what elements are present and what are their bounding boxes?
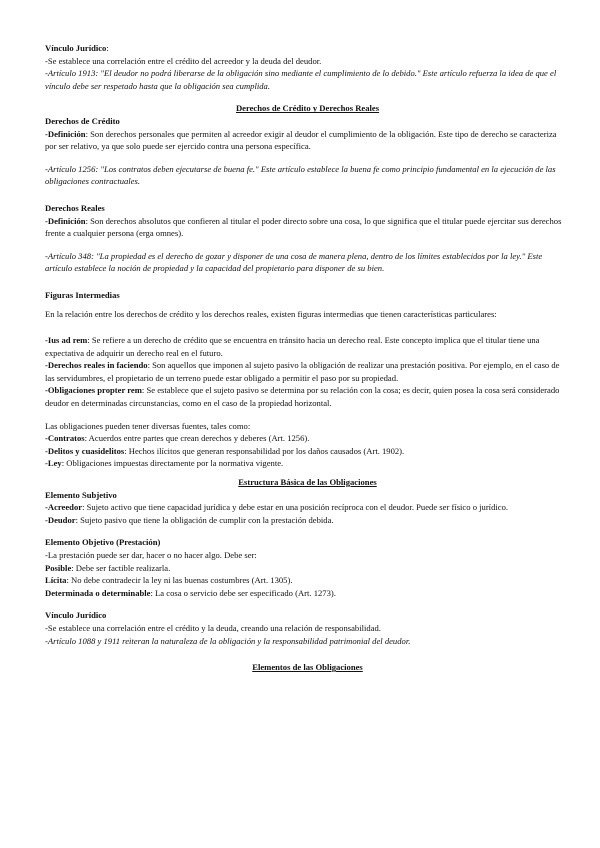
fuentes-intro: Las obligaciones pueden tener diversas fuentes, tales como: bbox=[45, 420, 251, 431]
figuras-item bbox=[45, 334, 570, 359]
objetivo-item-label: Posible bbox=[45, 562, 72, 573]
fuentes-item-label: -Ley bbox=[45, 458, 62, 469]
vinculo2-line1: -Se establece una correlación entre el crédito y la deuda, creando una relación de responsabilidad. bbox=[45, 622, 381, 633]
objetivo-item-text: : La cosa o servicio debe ser especificado (Art. 1273). bbox=[150, 587, 336, 598]
figuras-item-label: -Derechos reales in faciendo bbox=[45, 360, 148, 371]
subjetivo-item-text: : Sujeto activo que tiene capacidad jurídica y debe estar en una posición recíproca con el deudor. Puede ser físico o jurídico. bbox=[82, 502, 509, 513]
reales-title: Derechos Reales bbox=[45, 202, 105, 213]
vinculo1-line1: -Se establece una correlación entre el crédito del acreedor y la deuda del deudor. bbox=[45, 55, 322, 66]
credito-definition bbox=[45, 128, 570, 153]
fuentes-item-label: -Contratos bbox=[45, 433, 85, 444]
credito-def-label: -Definición bbox=[45, 128, 86, 139]
subjetivo-item bbox=[45, 514, 570, 527]
figuras-item-text: : Se establece que el sujeto pasivo se determina por su relación con la cosa; es decir, quien posea la cosa será considerado deudor en determinadas circunstancias, como en el caso de la propiedad horizontal. bbox=[45, 385, 560, 409]
reales-def-text: : Son derechos absolutos que confieren al titular el poder directo sobre una cosa, lo que significa que el titular puede ejercitar sus derechos frente a cualquier persona (erga omnes). bbox=[45, 215, 562, 239]
objetivo-item bbox=[45, 587, 570, 600]
figuras-item bbox=[45, 359, 570, 384]
figuras-item-text: : Son aquellos que imponen al sujeto pasivo la obligación de realizar una prestación positiva. Por ejemplo, en el caso de las servidumbres, el propietario de un terreno puede estar obligado a permitir el paso por su propiedad. bbox=[45, 360, 560, 383]
objetivo-item-text: : Debe ser factible realizarla. bbox=[71, 562, 171, 573]
objetivo-item-label: Lícita bbox=[45, 575, 67, 586]
vinculo2-title: Vínculo Jurídico bbox=[45, 610, 107, 621]
credito-article: -Artículo 1256: "Los contratos deben ejecutarse de buena fe." Este artículo establece la buena fe como principio fundamental en la ejecución de las obligaciones contractuales. bbox=[45, 163, 556, 187]
fuentes-item-text: : Hechos ilícitos que generan responsabilidad por los daños causados (Art. 1902). bbox=[124, 445, 405, 456]
reales-definition bbox=[45, 215, 570, 240]
fuentes-item-text: : Obligaciones impuestas directamente por la normativa vigente. bbox=[61, 458, 284, 469]
figuras-title: Figuras Intermedias bbox=[45, 289, 120, 300]
figuras-item-label: -Ius ad rem bbox=[45, 335, 88, 346]
figuras-intro: En la relación entre los derechos de crédito y los derechos reales, existen figuras intermedias que tienen características particulares: bbox=[45, 308, 497, 319]
vinculo1-heading bbox=[45, 42, 570, 55]
objetivo-item-label: Determinada o determinable bbox=[45, 587, 151, 598]
figuras-item bbox=[45, 384, 570, 409]
credito-title: Derechos de Crédito bbox=[45, 115, 120, 126]
subjetivo-item bbox=[45, 501, 570, 514]
subjetivo-item-label: -Acreedor bbox=[45, 502, 83, 513]
section-title-derechos: Derechos de Crédito y Derechos Reales bbox=[235, 103, 380, 114]
objetivo-item bbox=[45, 562, 570, 575]
objetivo-title: Elemento Objetivo (Prestación) bbox=[45, 537, 161, 548]
subjetivo-item-label: -Deudor bbox=[45, 514, 76, 525]
credito-def-text: : Son derechos personales que permiten al acreedor exigir al deudor el cumplimiento de la obligación. Este tipo de derecho se caracteriza por ser relativo, ya que solo puede ser ejercido contra una persona específica. bbox=[45, 128, 557, 152]
figuras-item-text: : Se refiere a un derecho de crédito que se encuentra en tránsito hacia un derecho real. Este concepto implica que el titular tiene una expectativa de adquirir un derecho real en el futuro. bbox=[45, 335, 540, 358]
figuras-item-label: -Obligaciones propter rem bbox=[45, 385, 142, 396]
fuentes-item bbox=[45, 432, 570, 445]
objetivo-intro: -La prestación puede ser dar, hacer o no hacer algo. Debe ser: bbox=[45, 550, 257, 560]
reales-def-label: -Definición bbox=[45, 215, 86, 226]
objetivo-item-text: : No debe contradecir la ley ni las buenas costumbres (Art. 1305). bbox=[66, 575, 293, 586]
objetivo-item bbox=[45, 574, 570, 587]
fuentes-item-text: : Acuerdos entre partes que crean derechos y deberes (Art. 1256). bbox=[84, 433, 310, 444]
subjetivo-item-text: : Sujeto pasivo que tiene la obligación de cumplir con la prestación debida. bbox=[75, 514, 334, 525]
section-title-estructura: Estructura Básica de las Obligaciones bbox=[238, 477, 377, 488]
subjetivo-title: Elemento Subjetivo bbox=[45, 489, 117, 500]
vinculo1-line2: -Artículo 1913: "El deudor no podrá liberarse de la obligación sino mediante el cumplimiento de lo debido." Este artículo refuerza la idea de que el vínculo debe ser respetado hasta que la obligación sea cumplida. bbox=[45, 68, 557, 91]
fuentes-item bbox=[45, 457, 570, 470]
reales-article: -Artículo 348: "La propiedad es el derecho de gozar y disponer de una cosa de manera plena, dentro de los límites establecidos por la ley." Este artículo establece la noción de propiedad y la capacidad del propietario para disponer de su bien. bbox=[45, 250, 543, 274]
vinculo1-title: Vínculo Jurídico bbox=[45, 43, 107, 53]
vinculo2-line2: -Artículo 1088 y 1911 reiteran la naturaleza de la obligación y la responsabilidad patrimonial del deudor. bbox=[45, 635, 411, 646]
fuentes-item bbox=[45, 445, 570, 458]
vinculo1-colon: : bbox=[106, 43, 109, 53]
fuentes-item-label: -Delitos y cuasidelitos bbox=[45, 445, 125, 456]
section-title-elementos: Elementos de las Obligaciones bbox=[252, 662, 363, 673]
